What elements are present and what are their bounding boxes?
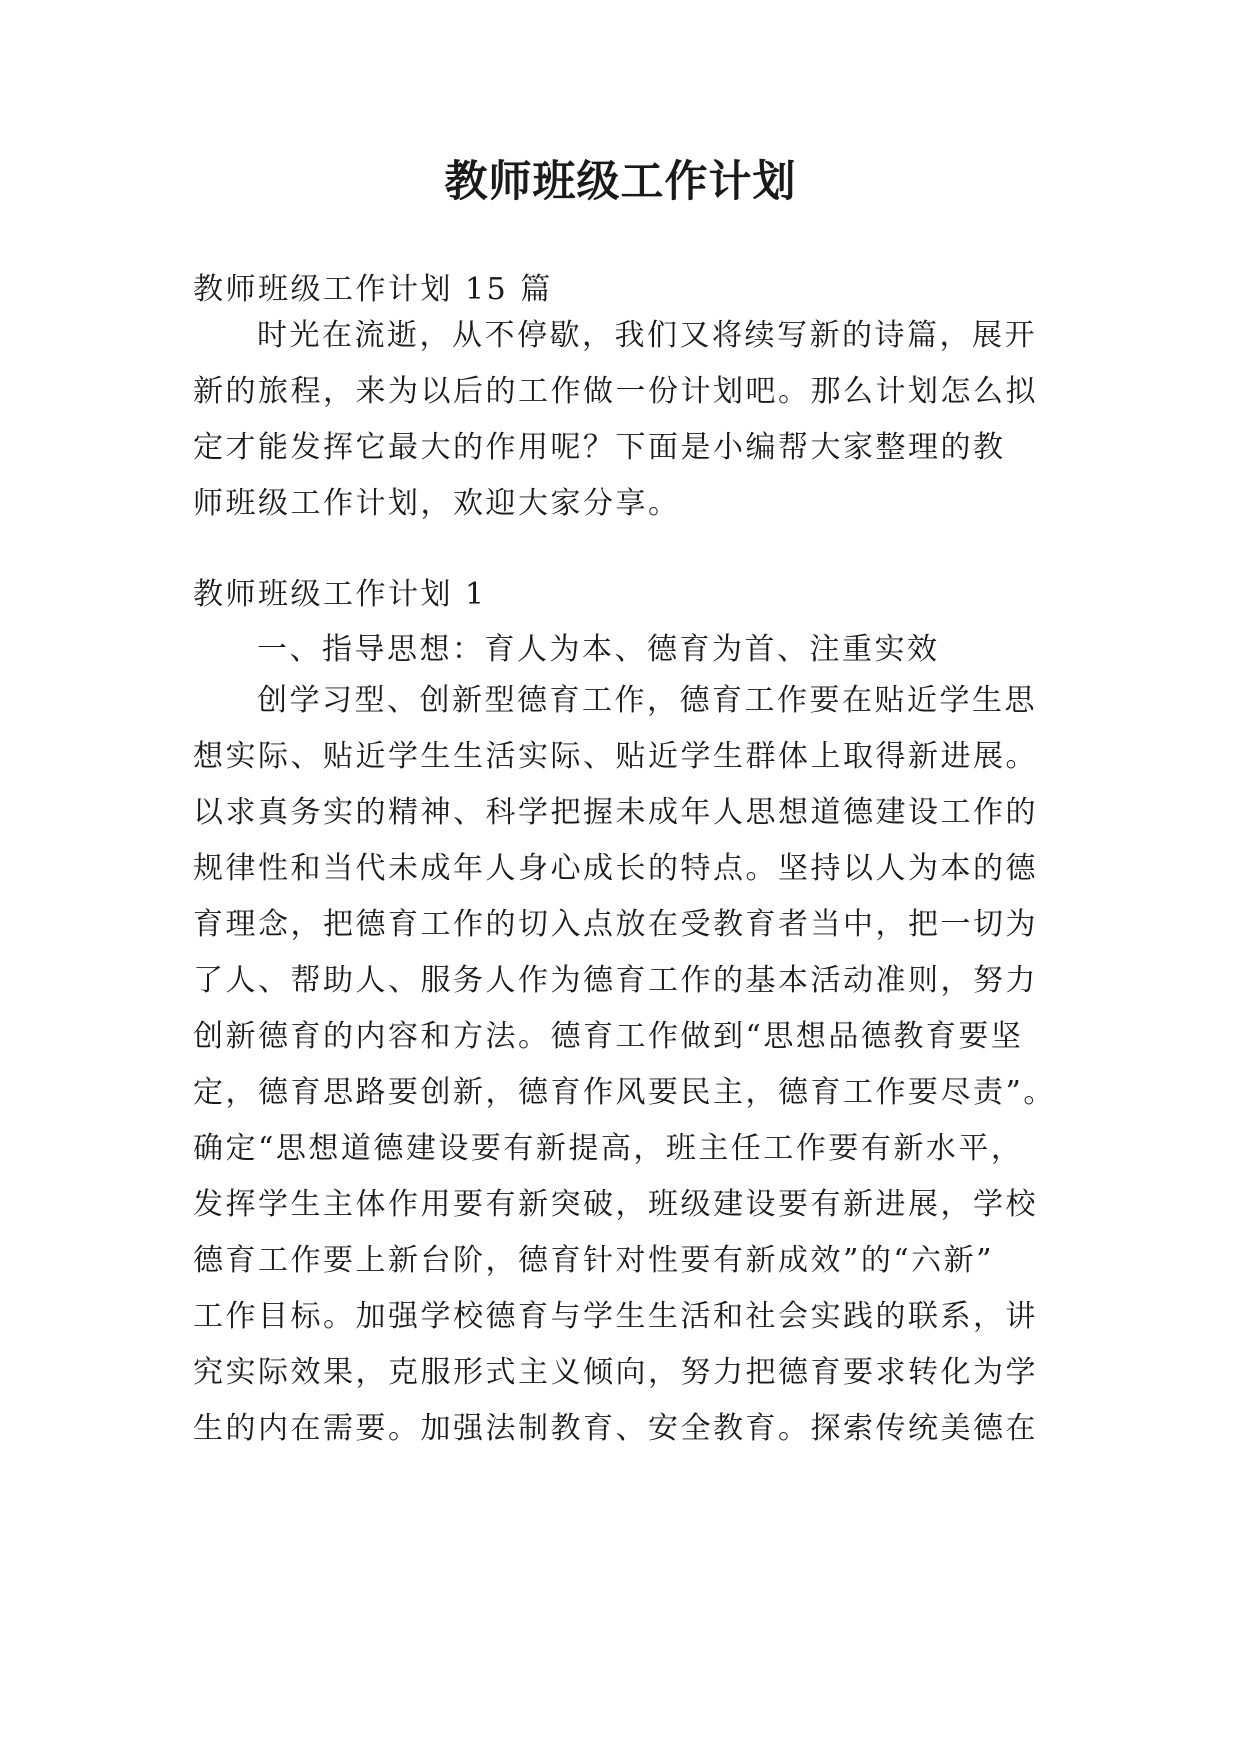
body-paragraph	[193, 673, 1069, 1457]
body-line: 规律性和当代未成年人身心成长的特点。坚持以人为本的德	[193, 851, 1038, 886]
document-title: 教师班级工作计划	[444, 157, 797, 207]
body-line: 工作目标。加强学校德育与学生生活和社会实践的联系，讲	[193, 1299, 1038, 1334]
body-line: 育理念，把德育工作的切入点放在受教育者当中，把一切为	[193, 907, 1038, 942]
body-line: 以求真务实的精神、科学把握未成年人思想道德建设工作的	[193, 795, 1038, 830]
body-line: 德育工作要上新台阶，德育针对性要有新成效”的“六新”	[193, 1243, 995, 1278]
body-line: 定，德育思路要创新，德育作风要民主，德育工作要尽责”。	[193, 1075, 1056, 1110]
body-line: 发挥学生主体作用要有新突破，班级建设要有新进展，学校	[193, 1187, 1038, 1222]
body-line: 生的内在需要。加强法制教育、安全教育。探索传统美德在	[193, 1411, 1038, 1446]
section-heading: 教师班级工作计划 1	[193, 577, 487, 612]
body-line: 创新德育的内容和方法。德育工作做到“思想品德教育要坚	[193, 1019, 1024, 1054]
intro-line: 新的旅程，来为以后的工作做一份计划吧。那么计划怎么拟	[193, 374, 1038, 409]
body-line: 想实际、贴近学生生活实际、贴近学生群体上取得新进展。	[193, 739, 1038, 774]
body-line: 究实际效果，克服形式主义倾向，努力把德育要求转化为学	[193, 1355, 1038, 1390]
body-line: 确定“思想道德建设要有新提高，班主任工作要有新水平，	[193, 1131, 1024, 1166]
intro-line: 师班级工作计划，欢迎大家分享。	[193, 486, 681, 521]
intro-line: 定才能发挥它最大的作用呢？下面是小编帮大家整理的教	[193, 430, 1006, 465]
intro-line: 时光在流逝，从不停歇，我们又将续写新的诗篇，展开	[257, 318, 1037, 353]
document-subtitle: 教师班级工作计划 15 篇	[193, 272, 553, 307]
intro-paragraph	[193, 308, 1069, 532]
section-point-heading: 一、指导思想：育人为本、德育为首、注重实效	[257, 632, 940, 667]
body-line: 创学习型、创新型德育工作，德育工作要在贴近学生思	[257, 683, 1037, 718]
body-line: 了人、帮助人、服务人作为德育工作的基本活动准则，努力	[193, 963, 1038, 998]
